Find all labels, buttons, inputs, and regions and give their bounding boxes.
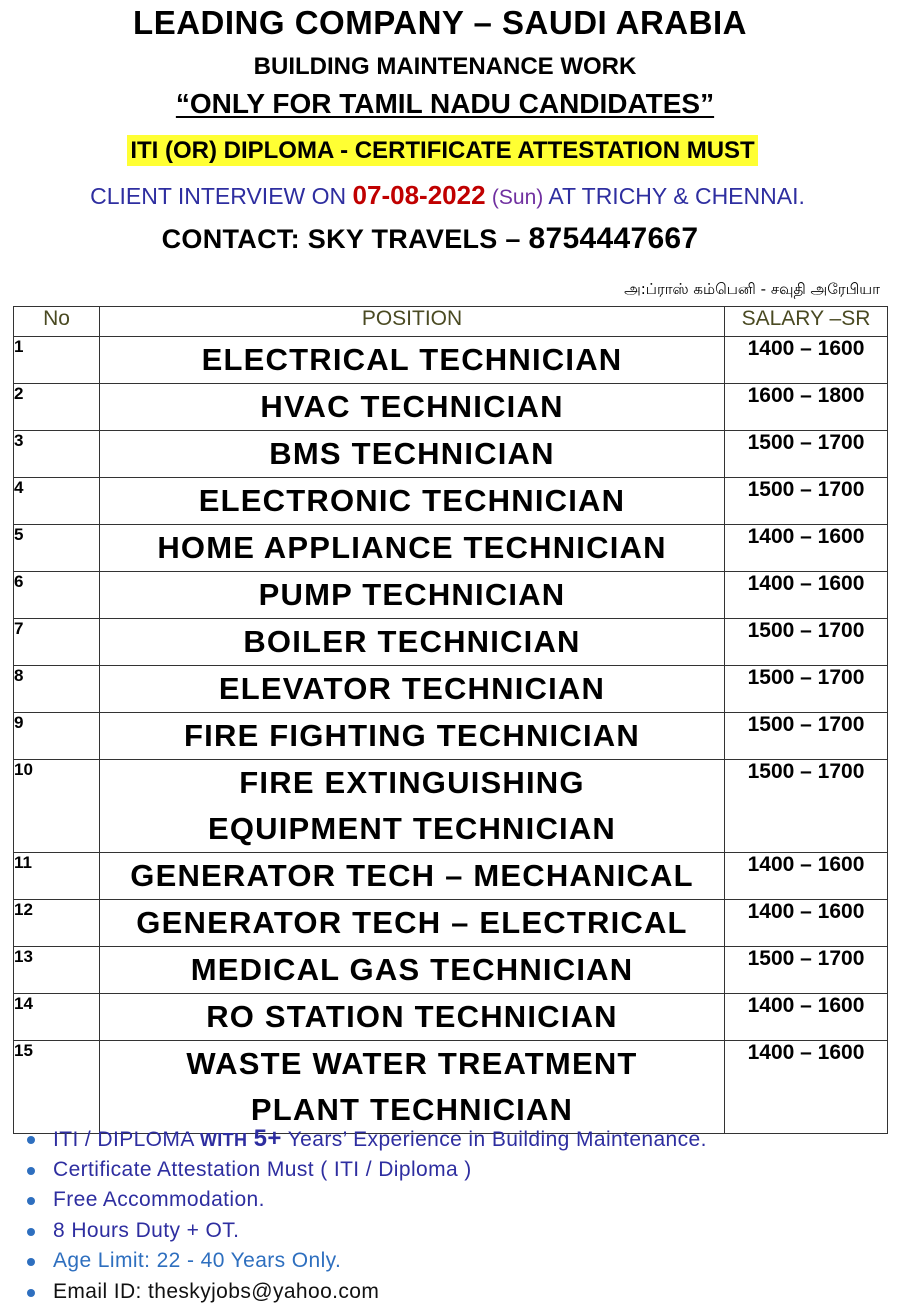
row-position-line2: EQUIPMENT TECHNICIAN: [207, 811, 617, 846]
row-salary: 1500 – 1700: [725, 478, 888, 525]
row-salary: 1500 – 1700: [725, 666, 888, 713]
header-salary: SALARY –SR: [725, 307, 888, 337]
row-salary: 1500 – 1700: [725, 431, 888, 478]
contact-line: [0, 222, 860, 256]
row-position: [100, 760, 725, 853]
row-position-line1: WASTE WATER TREATMENT: [186, 1046, 638, 1081]
row-no: 5: [14, 525, 100, 572]
row-position: ELEVATOR TECHNICIAN: [100, 666, 725, 713]
row-no: 1: [14, 337, 100, 384]
table-row: [14, 384, 888, 431]
row-position: GENERATOR TECH – MECHANICAL: [100, 853, 725, 900]
table-row: [14, 760, 888, 853]
experience-a: ITI / DIPLOMA: [53, 1128, 194, 1151]
candidate-restriction: [0, 88, 890, 120]
experience-d: Years’ Experience in Building Maintenance.: [287, 1128, 707, 1151]
table-row: [14, 525, 888, 572]
table-row: [14, 1041, 888, 1134]
contact-number: 8754447667: [528, 222, 699, 255]
row-no: 14: [14, 994, 100, 1041]
row-no: 10: [14, 760, 100, 853]
row-no: 9: [14, 713, 100, 760]
experience-c: 5+: [253, 1125, 282, 1152]
row-no: 8: [14, 666, 100, 713]
table-header-row: [14, 307, 888, 337]
interview-prefix: CLIENT INTERVIEW ON: [90, 183, 347, 209]
tamil-company-line: அ:ப்ராஸ் கம்பெனி - சவுதி அரேபியா: [624, 280, 880, 298]
experience-b: WITH: [199, 1130, 248, 1150]
bullet-icon: [27, 1167, 35, 1175]
row-salary: 1400 – 1600: [725, 337, 888, 384]
requirement-banner-wrap: [0, 135, 885, 166]
row-position: BMS TECHNICIAN: [100, 431, 725, 478]
row-no: 15: [14, 1041, 100, 1134]
positions-table: [13, 306, 888, 1134]
row-no: 13: [14, 947, 100, 994]
row-no: 3: [14, 431, 100, 478]
row-salary: 1600 – 1800: [725, 384, 888, 431]
list-item-attestation: [22, 1155, 902, 1186]
table-row: [14, 619, 888, 666]
row-salary: 1400 – 1600: [725, 1041, 888, 1134]
list-item-email: [22, 1277, 902, 1308]
table-row: [14, 337, 888, 384]
row-no: 11: [14, 853, 100, 900]
interview-line: [0, 180, 895, 211]
row-salary: 1500 – 1700: [725, 760, 888, 853]
row-no: 4: [14, 478, 100, 525]
work-subtitle: BUILDING MAINTENANCE WORK: [253, 53, 637, 80]
bullet-icon: [27, 1228, 35, 1236]
table-row: [14, 666, 888, 713]
requirement-banner: ITI (OR) DIPLOMA - CERTIFICATE ATTESTATION MUST: [127, 135, 757, 166]
table-row: [14, 900, 888, 947]
row-position-line1: FIRE EXTINGUISHING: [239, 765, 585, 800]
row-position-line2: PLANT TECHNICIAN: [250, 1092, 574, 1127]
attestation-text: Certificate Attestation Must ( ITI / Diploma ): [53, 1157, 472, 1181]
table-row: [14, 478, 888, 525]
email-text[interactable]: Email ID: theskyjobs@yahoo.com: [53, 1279, 380, 1303]
contact-label: CONTACT: SKY TRAVELS –: [161, 224, 521, 254]
requirements-list: [22, 1124, 902, 1307]
row-salary: 1400 – 1600: [725, 900, 888, 947]
interview-date: 07-08-2022: [352, 180, 486, 210]
header-no: No: [14, 307, 100, 337]
table-row: [14, 994, 888, 1041]
bullet-icon: [27, 1197, 35, 1205]
row-position: ELECTRONIC TECHNICIAN: [100, 478, 725, 525]
table-row: [14, 853, 888, 900]
row-position: ELECTRICAL TECHNICIAN: [100, 337, 725, 384]
row-position: BOILER TECHNICIAN: [100, 619, 725, 666]
row-salary: 1500 – 1700: [725, 713, 888, 760]
row-position: MEDICAL GAS TECHNICIAN: [100, 947, 725, 994]
list-item-accommodation: [22, 1185, 902, 1216]
row-salary: 1400 – 1600: [725, 994, 888, 1041]
row-salary: 1500 – 1700: [725, 619, 888, 666]
row-position: HVAC TECHNICIAN: [100, 384, 725, 431]
row-salary: 1500 – 1700: [725, 947, 888, 994]
list-item-age: [22, 1246, 902, 1277]
row-salary: 1400 – 1600: [725, 525, 888, 572]
candidate-restriction-text: “ONLY FOR TAMIL NADU CANDIDATES”: [175, 88, 715, 119]
row-no: 7: [14, 619, 100, 666]
table-row: [14, 572, 888, 619]
bullet-icon: [27, 1136, 35, 1144]
bullet-icon: [27, 1289, 35, 1297]
table-row: [14, 431, 888, 478]
row-position: GENERATOR TECH – ELECTRICAL: [100, 900, 725, 947]
age-text: Age Limit: 22 - 40 Years Only.: [53, 1249, 342, 1272]
duty-text: 8 Hours Duty + OT.: [53, 1218, 240, 1242]
table-row: [14, 947, 888, 994]
table-row: [14, 713, 888, 760]
row-no: 6: [14, 572, 100, 619]
interview-day: (Sun): [491, 186, 544, 209]
row-position: [100, 1041, 725, 1134]
row-position: FIRE FIGHTING TECHNICIAN: [100, 713, 725, 760]
company-title: LEADING COMPANY – SAUDI ARABIA: [133, 4, 747, 41]
header-position: POSITION: [100, 307, 725, 337]
row-position: RO STATION TECHNICIAN: [100, 994, 725, 1041]
list-item-duty: [22, 1216, 902, 1247]
row-position: PUMP TECHNICIAN: [100, 572, 725, 619]
row-no: 12: [14, 900, 100, 947]
interview-suffix: AT TRICHY & CHENNAI.: [548, 183, 805, 209]
accommodation-text: Free Accommodation.: [53, 1188, 265, 1211]
row-salary: 1400 – 1600: [725, 572, 888, 619]
row-position: HOME APPLIANCE TECHNICIAN: [100, 525, 725, 572]
bullet-icon: [27, 1258, 35, 1266]
row-salary: 1400 – 1600: [725, 853, 888, 900]
list-item-experience: [22, 1124, 902, 1155]
row-no: 2: [14, 384, 100, 431]
